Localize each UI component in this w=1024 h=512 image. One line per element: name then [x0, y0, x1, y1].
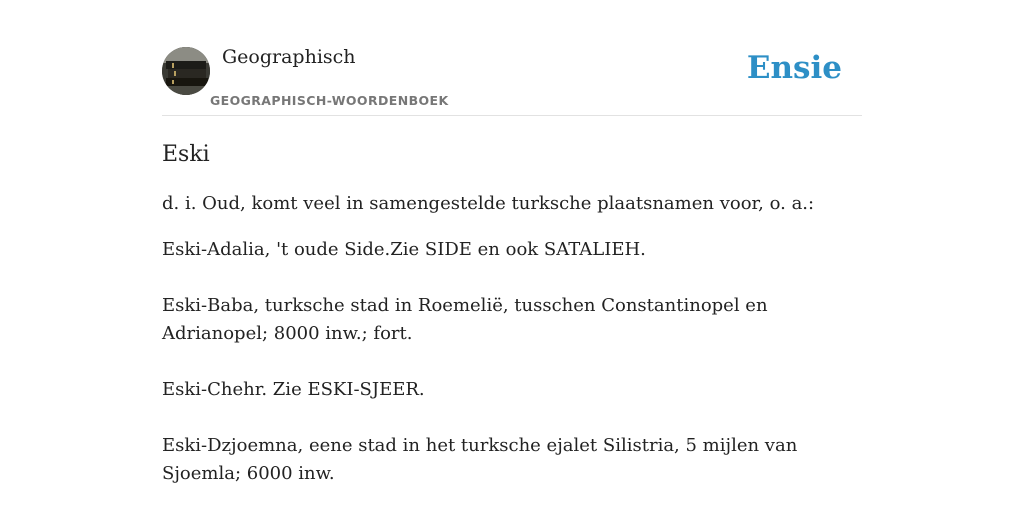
ensie-logo[interactable]: Ensie	[746, 50, 842, 86]
article-intro: d. i. Oud, komt veel in samengestelde turksche plaatsnamen voor, o. a.:	[162, 193, 815, 214]
article-title: Eski	[162, 142, 210, 167]
site-header	[162, 40, 862, 116]
article	[162, 138, 862, 512]
dictionary-subtitle[interactable]: GEOGRAPHISCH-WOORDENBOEK	[210, 93, 449, 108]
site-title[interactable]: Geographisch	[222, 46, 356, 68]
entry-eski-adalia: Eski-Adalia, 't oude Side.Zie SIDE en ook SATALIEH.	[162, 239, 646, 260]
book-stack-avatar-icon[interactable]	[162, 47, 210, 95]
entry-eski-chehr: Eski-Chehr. Zie ESKI-SJEER.	[162, 379, 425, 400]
entry-eski-dzjoemna: Eski-Dzjoemna, eene stad in het turksche ejalet Silistria, 5 mijlen van Sjoemla; 6000 inw.	[162, 435, 798, 484]
entry-list	[162, 236, 862, 488]
entry-eski-baba: Eski-Baba, turksche stad in Roemelië, tusschen Constantinopel en Adrianopel; 8000 inw.; fort.	[162, 295, 768, 344]
